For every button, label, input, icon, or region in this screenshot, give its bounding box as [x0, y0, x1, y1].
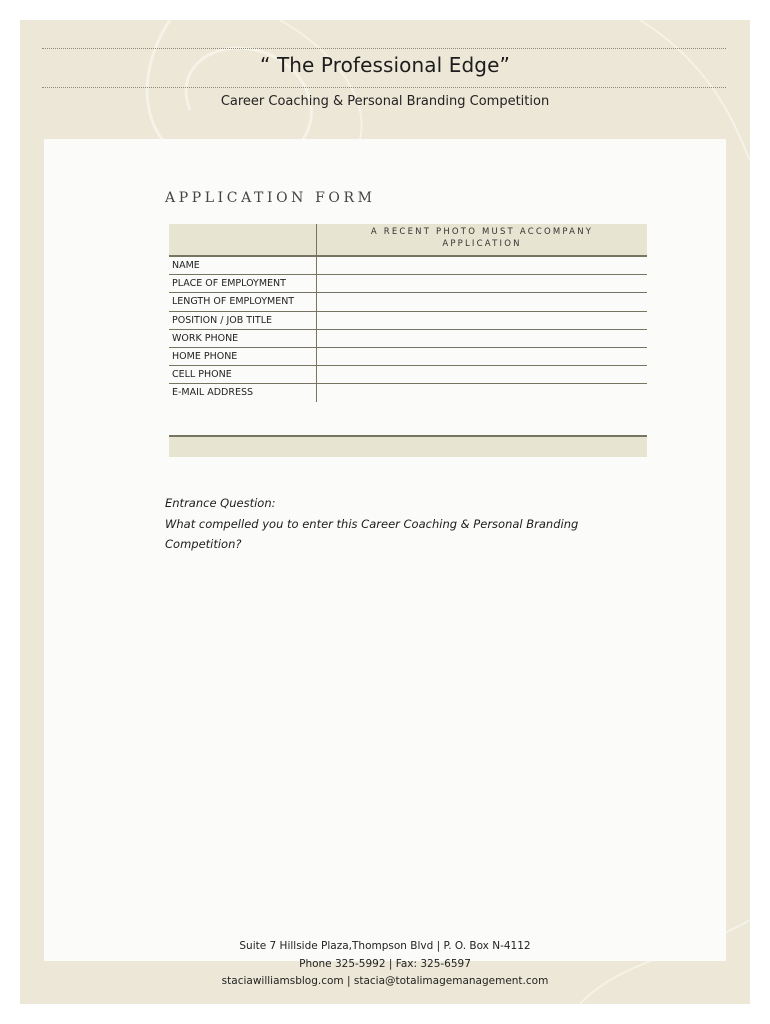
answer-area[interactable]: [165, 559, 645, 919]
field-label-length-of-employment: LENGTH OF EMPLOYMENT: [169, 293, 317, 310]
table-footer-band: [169, 435, 647, 457]
table-row: [169, 275, 647, 293]
table-row: [169, 330, 647, 348]
work-phone-field[interactable]: [317, 330, 647, 347]
cell-phone-field[interactable]: [317, 366, 647, 383]
table-header-row: [169, 224, 647, 257]
field-label-place-of-employment: PLACE OF EMPLOYMENT: [169, 275, 317, 292]
table-row: [169, 257, 647, 275]
header-top-rule: [42, 48, 726, 49]
footer-phone: Phone 325-5992 | Fax: 325-6597: [299, 957, 471, 970]
entrance-question: [165, 493, 625, 555]
home-phone-field[interactable]: [317, 348, 647, 365]
table-row: [169, 366, 647, 384]
entrance-question-label: Entrance Question:: [165, 496, 276, 510]
table-row: [169, 384, 647, 401]
place-of-employment-field[interactable]: [317, 275, 647, 292]
table-header-blank-cell: [169, 224, 317, 255]
contact-footer: [20, 938, 750, 991]
document-title: “ The Professional Edge”: [260, 53, 510, 77]
form-sheet: [44, 139, 726, 961]
letterhead-page: [20, 20, 750, 1004]
field-label-name: NAME: [169, 257, 317, 274]
field-label-home-phone: HOME PHONE: [169, 348, 317, 365]
footer-address: Suite 7 Hillside Plaza,Thompson Blvd | P. O. Box N-4112: [239, 940, 531, 952]
name-field[interactable]: [317, 257, 647, 274]
header-bottom-rule: [42, 87, 726, 88]
table-row: [169, 348, 647, 366]
entrance-question-text: What compelled you to enter this Career Coaching & Personal Branding Competition?: [165, 516, 579, 551]
photo-requirement-note: A RECENT PHOTO MUST ACCOMPANY APPLICATION: [370, 227, 594, 249]
field-label-position-job-title: POSITION / JOB TITLE: [169, 312, 317, 329]
field-label-email-address: E-MAIL ADDRESS: [169, 384, 317, 401]
application-table: [169, 224, 647, 402]
form-heading: APPLICATION FORM: [165, 190, 376, 206]
table-row: [169, 293, 647, 311]
field-label-work-phone: WORK PHONE: [169, 330, 317, 347]
position-job-title-field[interactable]: [317, 312, 647, 329]
table-row: [169, 312, 647, 330]
length-of-employment-field[interactable]: [317, 293, 647, 310]
field-label-cell-phone: CELL PHONE: [169, 366, 317, 383]
email-address-field[interactable]: [317, 384, 647, 401]
footer-web-email: staciawilliamsblog.com | stacia@totalimagemanagement.com: [221, 975, 549, 987]
document-subtitle: Career Coaching & Personal Branding Competition: [220, 94, 550, 109]
